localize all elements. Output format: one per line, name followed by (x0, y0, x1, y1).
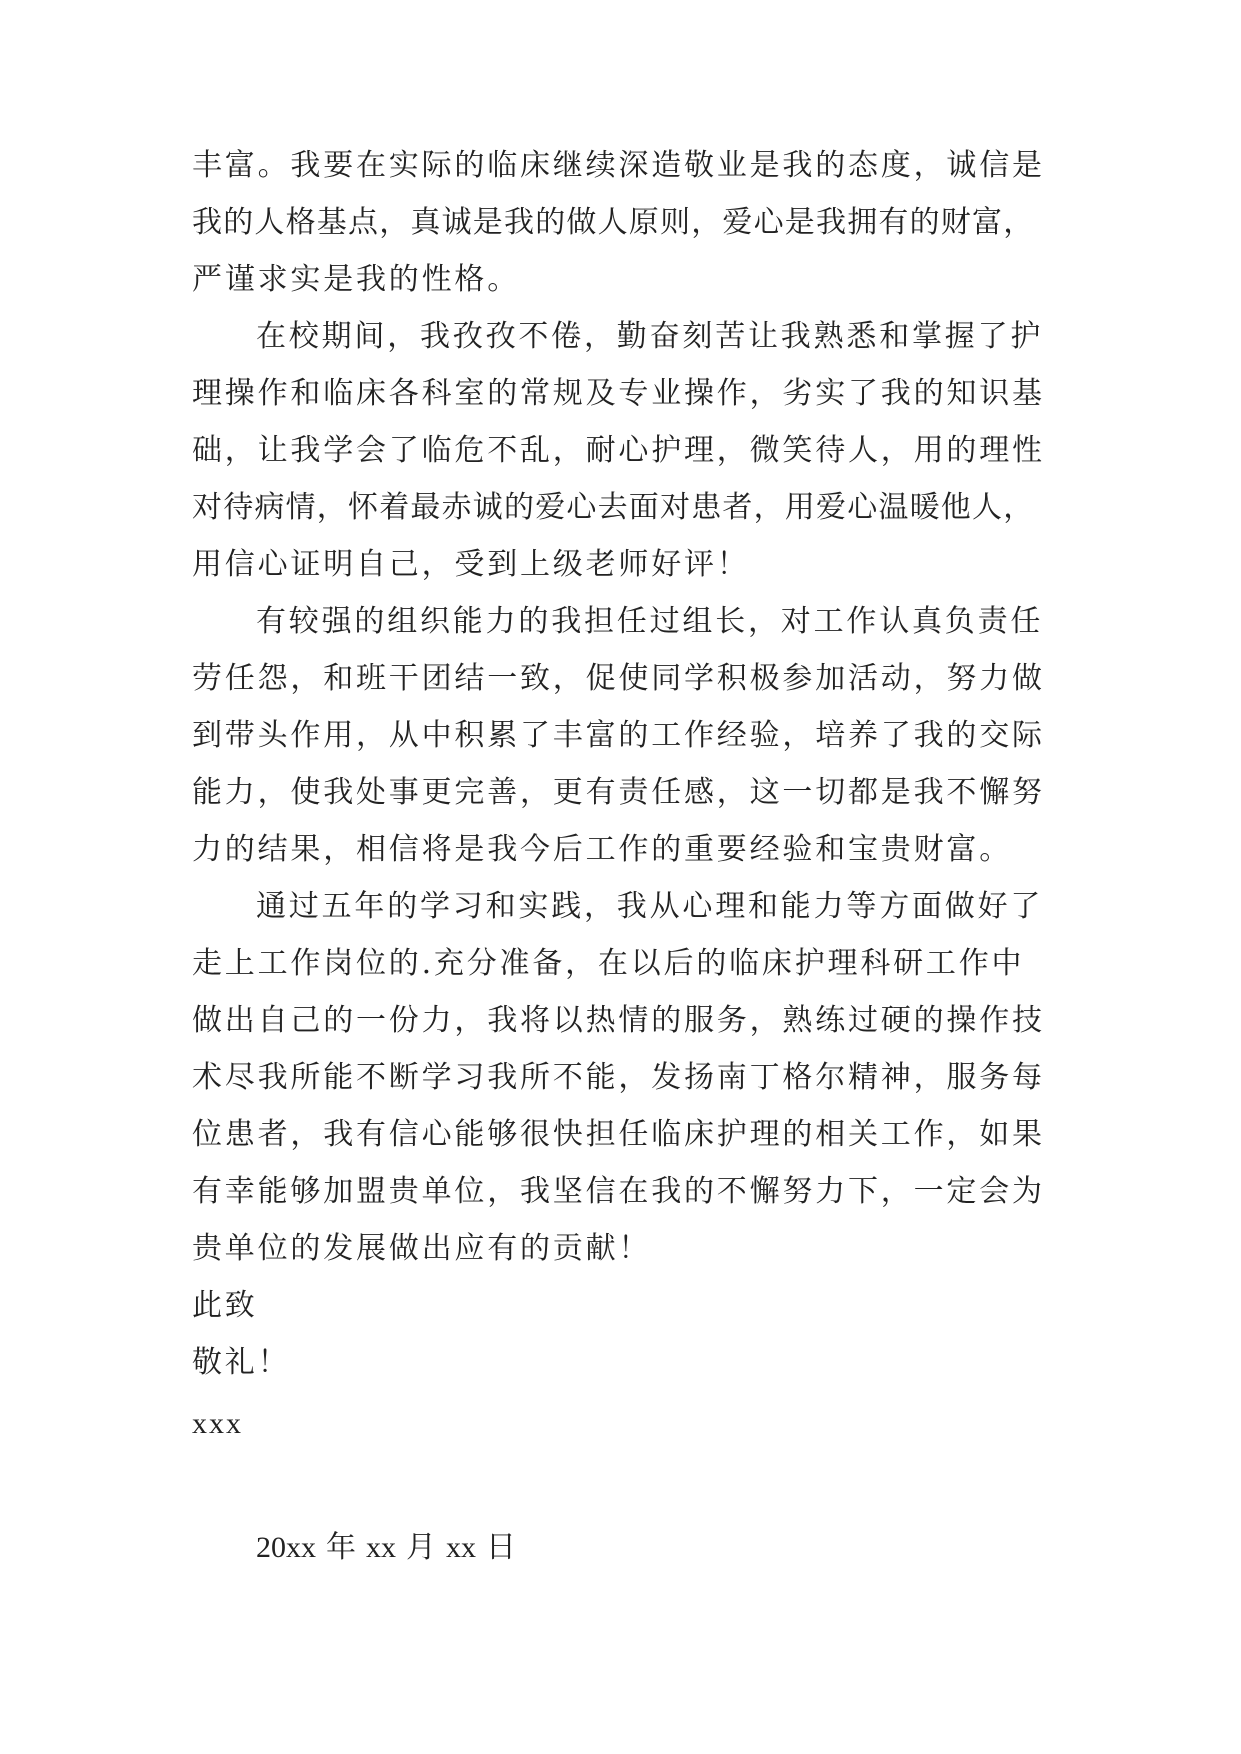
closing-salutation: 此致 (192, 1288, 258, 1323)
paragraph-2-line-4: 对待病情，怀着最赤诚的爱心去面对患者，用爱心温暖他人， (192, 490, 1035, 525)
date-year-unit: 年 (326, 1531, 356, 1564)
paragraph-4-line-7: 贵单位的发展做出应有的贡献！ (192, 1231, 652, 1266)
paragraph-3-line-2: 劳任怨，和班干团结一致，促使同学积极参加活动，努力做 (192, 661, 1045, 696)
paragraph-4-line-6: 有幸能够加盟贵单位，我坚信在我的不懈努力下，一定会为 (192, 1174, 1045, 1209)
paragraph-2-line-2: 理操作和临床各科室的常规及专业操作，劣实了我的知识基 (192, 376, 1045, 411)
paragraph-2-line-3: 础，让我学会了临危不乱，耐心护理，微笑待人，用的理性 (192, 433, 1045, 468)
closing-regards: 敬礼！ (192, 1345, 291, 1380)
paragraph-3-line-3: 到带头作用，从中积累了丰富的工作经验，培养了我的交际 (192, 718, 1045, 753)
paragraph-3-line-4: 能力，使我处事更完善，更有责任感，这一切都是我不懈努 (192, 775, 1045, 810)
paragraph-2-line-1: 在校期间，我孜孜不倦，勤奋刻苦让我熟悉和掌握了护 (256, 319, 1044, 354)
signature-date (256, 1528, 526, 1568)
date-day-unit: 日 (486, 1531, 516, 1564)
paragraph-1-line-1: 丰富。我要在实际的临床继续深造敬业是我的态度，诚信是 (192, 148, 1045, 183)
date-day: xx (446, 1531, 476, 1564)
paragraph-3-line-1: 有较强的组织能力的我担任过组长，对工作认真负责任 (256, 604, 1044, 639)
signature-name: xxx (192, 1407, 243, 1440)
date-year: 20xx (256, 1531, 316, 1564)
paragraph-2-line-5: 用信心证明自己，受到上级老师好评！ (192, 547, 750, 582)
paragraph-4-line-5: 位患者，我有信心能够很快担任临床护理的相关工作，如果 (192, 1117, 1045, 1152)
paragraph-4-line-1: 通过五年的学习和实践，我从心理和能力等方面做好了 (256, 889, 1044, 924)
paragraph-1-line-2: 我的人格基点，真诚是我的做人原则，爱心是我拥有的财富， (192, 205, 1035, 240)
date-month-unit: 月 (406, 1531, 436, 1564)
date-month: xx (366, 1531, 396, 1564)
paragraph-4-line-2: 走上工作岗位的.充分准备，在以后的临床护理科研工作中 (192, 946, 1025, 981)
paragraph-3-line-5: 力的结果，相信将是我今后工作的重要经验和宝贵财富。 (192, 832, 1012, 867)
paragraph-1-line-3: 严谨求实是我的性格。 (192, 262, 520, 297)
paragraph-4-line-3: 做出自己的一份力，我将以热情的服务，熟练过硬的操作技 (192, 1003, 1045, 1038)
paragraph-4-line-4: 术尽我所能不断学习我所不能，发扬南丁格尔精神，服务每 (192, 1060, 1045, 1095)
